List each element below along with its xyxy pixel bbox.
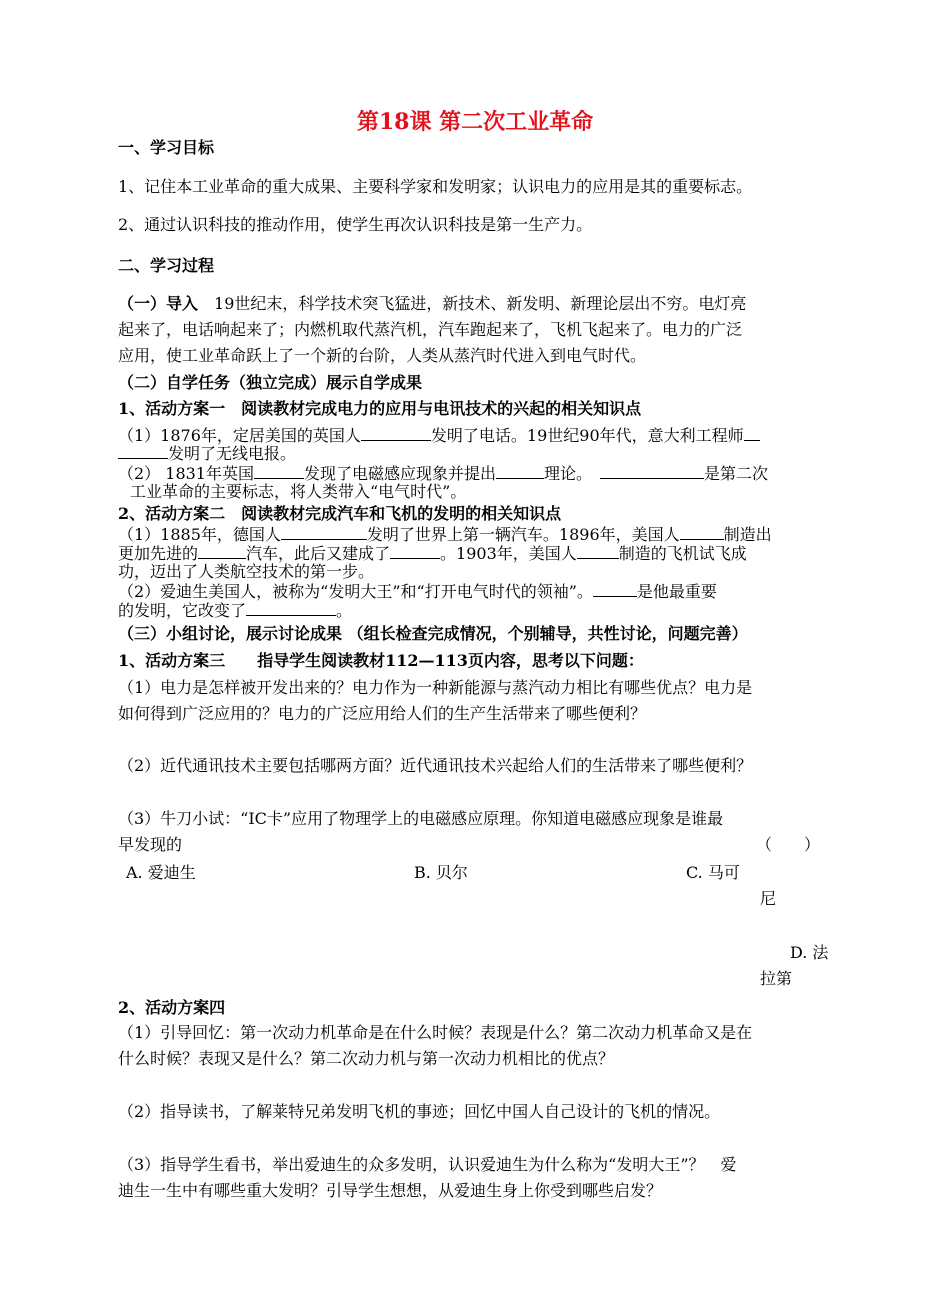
act1-q2-text-b: 发现了电磁感应现象并提出 xyxy=(304,464,497,483)
blank[interactable] xyxy=(246,600,336,616)
act2-q1-text-b: 发明了世界上第一辆汽车。1896年，美国人 xyxy=(366,525,680,544)
act2-q2-line1 xyxy=(118,581,834,602)
act1-q2-line1 xyxy=(118,463,834,484)
act4-q3-line1: （3）指导学生看书，举出爱迪生的众多发明，认识爱迪生为什么称为“发明大王”？ 爱 xyxy=(118,1155,737,1174)
act2-q2-text-d: 。 xyxy=(336,601,353,620)
page-title: 第18课 第二次工业革命 xyxy=(356,109,594,135)
blank[interactable] xyxy=(390,543,440,559)
option-c: C. 马可 xyxy=(686,863,740,882)
blank[interactable] xyxy=(744,425,760,441)
blank[interactable] xyxy=(361,425,431,441)
act1-q1-text-b: 发明了电话。19世纪90年代，意大利工程师 xyxy=(430,426,744,445)
act2-q1-text-c: 制造出 xyxy=(723,525,772,544)
intro-label: （一）导入 xyxy=(118,294,199,313)
act2-q1-text-a: （1）1885年，德国人 xyxy=(118,525,281,544)
activity-1-heading: 1、活动方案一 阅读教材完成电力的应用与电讯技术的兴起的相关知识点 xyxy=(118,399,642,418)
option-b: B. 贝尔 xyxy=(414,863,468,882)
option-d-cont: 拉第 xyxy=(760,969,793,988)
act2-q1-text-e: 汽车，此后又建成了 xyxy=(246,544,391,563)
act2-q1-line2 xyxy=(118,543,834,564)
blank[interactable] xyxy=(577,543,619,559)
act2-q1-text-f: 。1903年，美国人 xyxy=(440,544,577,563)
act2-q1-line1 xyxy=(118,524,834,545)
act4-q1-line1: （1）引导回忆：第一次动力机革命是在什么时候？表现是什么？第二次动力机革命又是在 xyxy=(118,1023,753,1042)
act1-q1-text-a: （1）1876年，定居美国的英国人 xyxy=(118,426,361,445)
blank[interactable] xyxy=(680,524,724,540)
act3-q1-line2: 如何得到广泛应用的？电力的广泛应用给人们的生产生活带来了哪些便利？ xyxy=(118,704,647,723)
act4-q1-line2: 什么时候？表现又是什么？第二次动力机与第一次动力机相比的优点？ xyxy=(118,1049,615,1068)
goal-2: 2、通过认识科技的推动作用，使学生再次认识科技是第一生产力。 xyxy=(118,215,593,234)
act1-q1-line2 xyxy=(118,443,834,464)
blank[interactable] xyxy=(198,543,246,559)
act2-q1-text-g: 制造的飞机试飞成 xyxy=(618,544,747,563)
intro-line-1 xyxy=(118,294,834,314)
act2-q1-text-d: 更加先进的 xyxy=(118,544,199,563)
blank[interactable] xyxy=(600,463,704,479)
act3-q2: （2）近代通讯技术主要包括哪两方面？近代通讯技术兴起给人们的生活带来了哪些便利？ xyxy=(118,756,753,775)
act2-q2-text-a: （2）爱迪生美国人，被称为“发明大王”和“打开电气时代的领袖”。 xyxy=(118,582,593,601)
goal-1: 1、记住本工业革命的重大成果、主要科学家和发明家；认识电力的应用是其的重要标志。 xyxy=(118,177,753,196)
act2-q2-text-c: 的发明，它改变了 xyxy=(118,601,247,620)
act1-q2-text-c: 理论。 xyxy=(544,464,585,483)
blank[interactable] xyxy=(593,581,637,597)
activity-3-heading: 1、活动方案三 指导学生阅读教材112—113页内容，思考以下问题： xyxy=(118,651,644,670)
answer-parentheses[interactable]: （ ） xyxy=(756,835,821,854)
act1-q2-line2: 工业革命的主要标志，将人类带入“电气时代”。 xyxy=(130,482,467,501)
section-2-heading: 二、学习过程 xyxy=(118,256,215,275)
act1-q2-text-d: 是第二次 xyxy=(704,464,769,483)
blank[interactable] xyxy=(118,443,168,459)
option-d: D. 法 xyxy=(790,943,829,962)
option-c-cont: 尼 xyxy=(760,889,777,908)
act2-q2-text-b: 是他最重要 xyxy=(636,582,717,601)
intro-line-2: 起来了，电话响起来了；内燃机取代蒸汽机，汽车跑起来了，飞机飞起来了。电力的广泛 xyxy=(118,320,743,339)
part-2-heading: （二）自学任务（独立完成）展示自学成果 xyxy=(118,373,423,392)
act2-q2-line2 xyxy=(118,600,834,621)
act4-q2: （2）指导读书，了解莱特兄弟发明飞机的事迹；回忆中国人自己设计的飞机的情况。 xyxy=(118,1102,721,1121)
activity-2-heading: 2、活动方案二 阅读教材完成汽车和飞机的发明的相关知识点 xyxy=(118,504,562,523)
blank[interactable] xyxy=(254,463,304,479)
act1-q2-text-a: （2） 1831年英国 xyxy=(118,464,254,483)
act1-q1-text-c: 发明了无线电报。 xyxy=(168,444,297,463)
intro-text-1: 19世纪末，科学技术突飞猛进，新技术、新发明、新理论层出不穷。电灯亮 xyxy=(214,294,747,313)
activity-4-heading: 2、活动方案四 xyxy=(118,998,226,1017)
section-1-heading: 一、学习目标 xyxy=(118,138,215,157)
option-a: A. 爱迪生 xyxy=(126,863,196,882)
act3-q3-line2: 早发现的 xyxy=(118,835,183,854)
act4-q3-line2: 迪生一生中有哪些重大发明？引导学生想想，从爱迪生身上你受到哪些启发？ xyxy=(118,1181,663,1200)
part-3-heading: （三）小组讨论，展示讨论成果 （组长检查完成情况，个别辅导，共性讨论，问题完善） xyxy=(118,624,748,643)
act3-q3-line1: （3）牛刀小试：“IC卡”应用了物理学上的电磁感应原理。你知道电磁感应现象是谁最 xyxy=(118,809,724,828)
act2-q1-line3: 功，迈出了人类航空技术的第一步。 xyxy=(118,562,375,581)
intro-line-3: 应用，使工业革命跃上了一个新的台阶，人类从蒸汽时代进入到电气时代。 xyxy=(118,346,647,365)
blank[interactable] xyxy=(496,463,544,479)
blank[interactable] xyxy=(281,524,367,540)
act3-q1-line1: （1）电力是怎样被开发出来的？电力作为一种新能源与蒸汽动力相比有哪些优点？电力是 xyxy=(118,678,753,697)
